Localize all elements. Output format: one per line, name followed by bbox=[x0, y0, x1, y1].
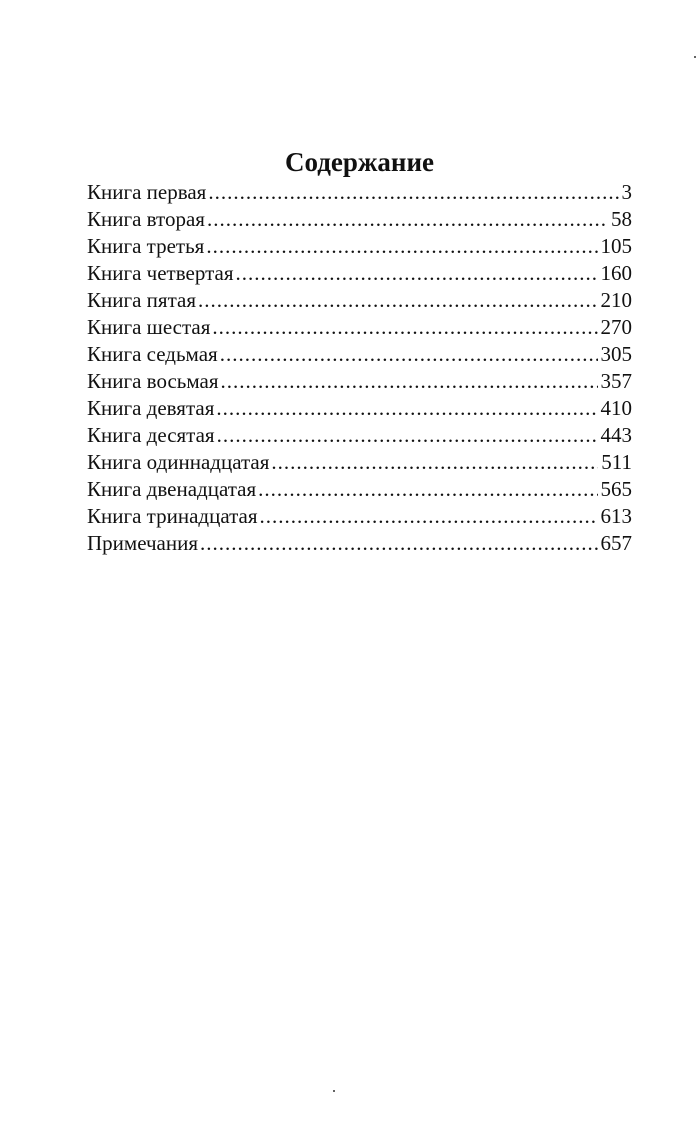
toc-entry bbox=[87, 530, 632, 557]
toc-entry-label: Книга девятая bbox=[87, 396, 215, 420]
toc-entry-page: 270 bbox=[600, 315, 632, 339]
toc-entry bbox=[87, 395, 632, 422]
toc-entry-label: Книга седьмая bbox=[87, 342, 218, 366]
toc-entry-label: Книга вторая bbox=[87, 207, 205, 231]
toc-entry-label: Книга двенадцатая bbox=[87, 477, 257, 501]
dot-leader bbox=[198, 287, 598, 314]
toc-entry bbox=[87, 260, 632, 287]
toc-entry-page: 160 bbox=[600, 261, 632, 285]
toc-list bbox=[87, 179, 632, 557]
scan-speck bbox=[333, 1090, 335, 1092]
toc-entry-page: 357 bbox=[600, 369, 632, 393]
toc-entry bbox=[87, 503, 632, 530]
dot-leader bbox=[221, 368, 598, 395]
toc-entry bbox=[87, 233, 632, 260]
dot-leader bbox=[271, 449, 598, 476]
toc-entry-label: Книга третья bbox=[87, 234, 205, 258]
dot-leader bbox=[235, 260, 597, 287]
toc-entry bbox=[87, 341, 632, 368]
dot-leader bbox=[206, 233, 597, 260]
toc-entry-page: 210 bbox=[600, 288, 632, 312]
toc-entry-page: 511 bbox=[601, 450, 632, 474]
toc-entry-label: Книга пятая bbox=[87, 288, 196, 312]
dot-leader bbox=[208, 179, 618, 206]
toc-entry-page: 105 bbox=[600, 234, 632, 258]
toc-entry bbox=[87, 314, 632, 341]
dot-leader bbox=[212, 314, 597, 341]
toc-entry-page: 58 bbox=[611, 207, 632, 231]
dot-leader bbox=[260, 503, 598, 530]
toc-entry-label: Книга первая bbox=[87, 180, 207, 204]
toc-entry bbox=[87, 368, 632, 395]
toc-entry bbox=[87, 179, 632, 206]
toc-entry-label: Примечания bbox=[87, 531, 199, 555]
scan-speck bbox=[694, 56, 696, 58]
toc-entry bbox=[87, 287, 632, 314]
toc-entry-page: 565 bbox=[600, 477, 632, 501]
toc-entry bbox=[87, 206, 632, 233]
toc-entry-page: 410 bbox=[600, 396, 632, 420]
toc-entry-page: 3 bbox=[621, 180, 632, 204]
toc-entry-label: Книга шестая bbox=[87, 315, 211, 339]
toc-title: Содержание bbox=[284, 147, 435, 177]
dot-leader bbox=[220, 341, 598, 368]
toc-entry-label: Книга десятая bbox=[87, 423, 215, 447]
toc-entry-label: Книга восьмая bbox=[87, 369, 219, 393]
table-of-contents bbox=[87, 145, 632, 557]
toc-entry-label: Книга четвертая bbox=[87, 261, 234, 285]
toc-entry-label: Книга одиннадцатая bbox=[87, 450, 270, 474]
toc-entry-page: 613 bbox=[600, 504, 632, 528]
dot-leader bbox=[200, 530, 597, 557]
dot-leader bbox=[217, 422, 598, 449]
toc-entry bbox=[87, 476, 632, 503]
dot-leader bbox=[258, 476, 597, 503]
toc-entry-page: 657 bbox=[600, 531, 632, 555]
toc-entry-page: 443 bbox=[600, 423, 632, 447]
toc-entry-page: 305 bbox=[600, 342, 632, 366]
toc-entry bbox=[87, 422, 632, 449]
toc-entry bbox=[87, 449, 632, 476]
dot-leader bbox=[207, 206, 608, 233]
dot-leader bbox=[216, 395, 597, 422]
toc-entry-label: Книга тринадцатая bbox=[87, 504, 258, 528]
